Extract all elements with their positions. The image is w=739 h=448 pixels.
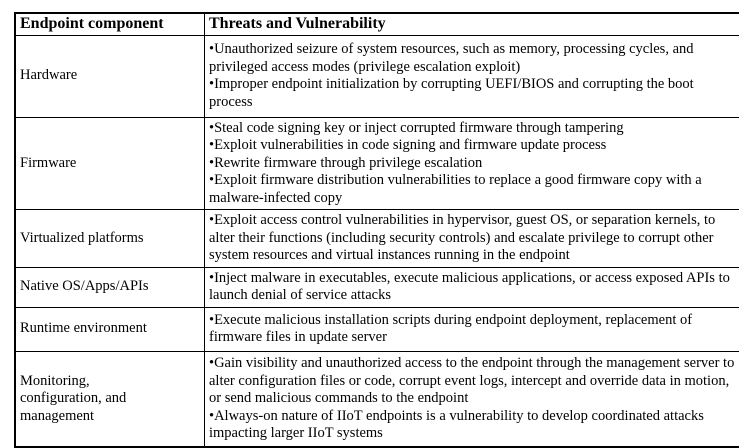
column-header-endpoint-component: Endpoint component <box>15 13 205 35</box>
threat-item: • Rewrite firmware through privilege escalation <box>209 155 737 173</box>
threat-item: • Steal code signing key or inject corrupted firmware through tampering <box>209 120 737 138</box>
component-label: Firmware <box>15 117 205 210</box>
threats-cell <box>205 35 739 117</box>
threats-cell <box>205 351 739 447</box>
threat-item: • Exploit vulnerabilities in code signing and firmware update process <box>209 137 737 155</box>
table-row-virtualized-platforms <box>15 210 739 268</box>
component-label: Native OS/Apps/APIs <box>15 267 205 307</box>
table-row-monitoring-configuration-management <box>15 351 739 447</box>
threat-item: • Unauthorized seizure of system resources, such as memory, processing cycles, and privileged access modes (privilege escalation exploit) <box>209 41 737 76</box>
threats-cell <box>205 117 739 210</box>
threats-cell <box>205 267 739 307</box>
table-row-firmware <box>15 117 739 210</box>
endpoint-threats-table <box>14 12 739 448</box>
threats-cell <box>205 210 739 268</box>
table-header-row <box>15 13 739 35</box>
table-row-native-os-apps-apis <box>15 267 739 307</box>
component-label: Monitoring, configuration, and management <box>15 351 205 447</box>
component-label: Runtime environment <box>15 307 205 351</box>
table-row-runtime-environment <box>15 307 739 351</box>
threat-item: • Exploit access control vulnerabilities in hypervisor, guest OS, or separation kernels, to alter their functions (including security controls) and escalate privilege to corrupt other system resources and virtual instances running in the endpoint <box>209 212 737 265</box>
threat-item: • Exploit firmware distribution vulnerabilities to replace a good firmware copy with a malware-infected copy <box>209 172 737 207</box>
component-label: Hardware <box>15 35 205 117</box>
threat-item: • Gain visibility and unauthorized access to the endpoint through the management server to alter configuration files or code, corrupt event logs, intercept and override data in motion, or send malicious commands to the endpoint <box>209 355 737 408</box>
table-row-hardware <box>15 35 739 117</box>
threat-item: • Execute malicious installation scripts during endpoint deployment, replacement of firmware files in update server <box>209 312 737 347</box>
column-header-threats-vulnerability: Threats and Vulnerability <box>205 13 739 35</box>
threats-cell <box>205 307 739 351</box>
threat-item: • Always-on nature of IIoT endpoints is a vulnerability to develop coordinated attacks impacting larger IIoT systems <box>209 408 737 443</box>
threat-item: • Inject malware in executables, execute malicious applications, or access exposed APIs to launch denial of service attacks <box>209 270 737 305</box>
component-label: Virtualized platforms <box>15 210 205 268</box>
threat-item: • Improper endpoint initialization by corrupting UEFI/BIOS and corrupting the boot process <box>209 76 737 111</box>
